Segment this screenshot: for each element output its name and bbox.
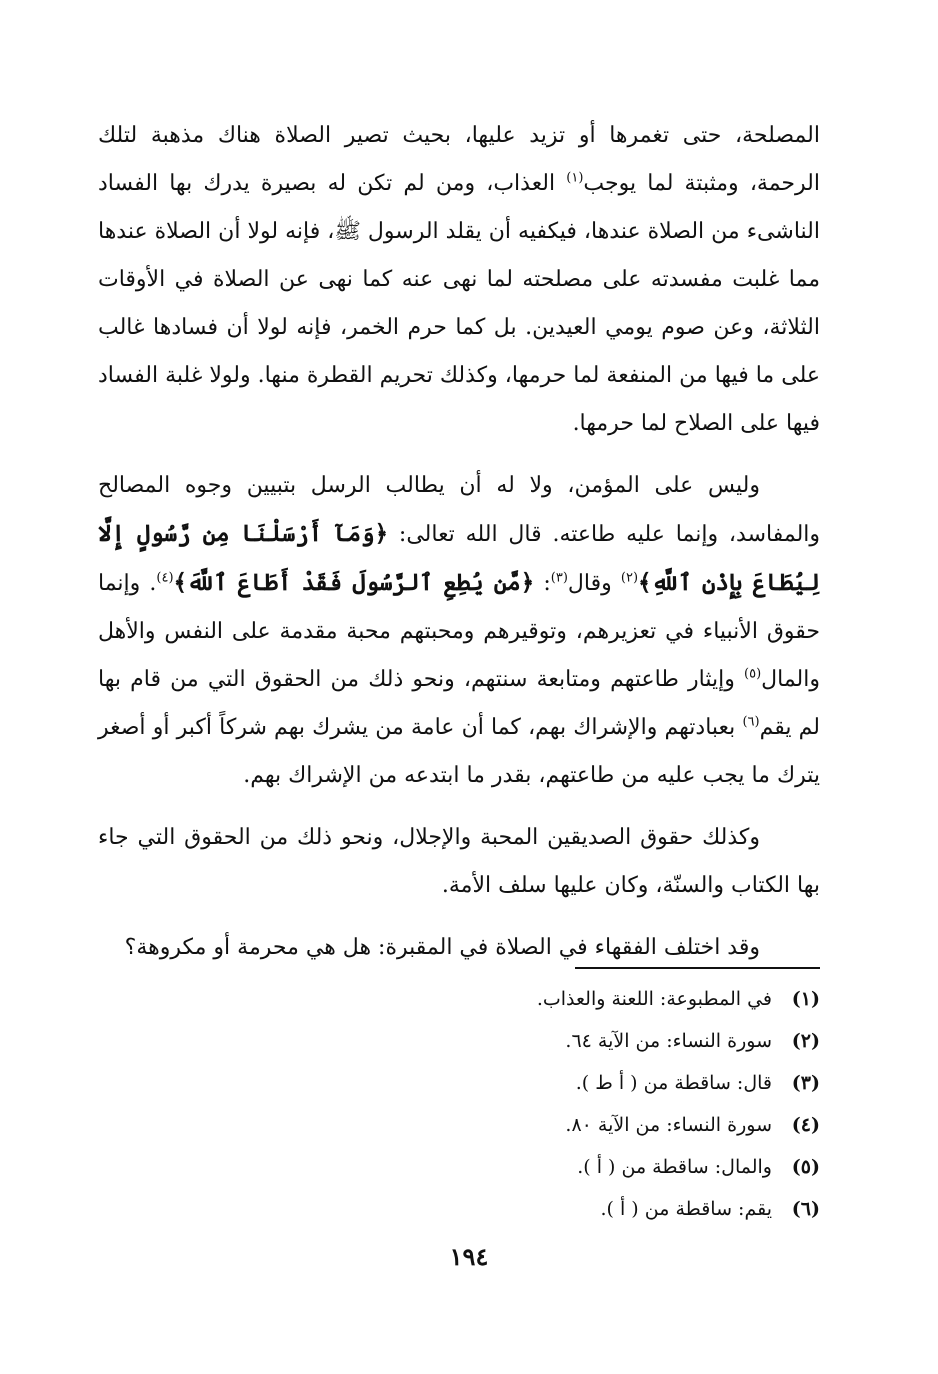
footnote-number: (٣) [791, 1072, 820, 1094]
paragraph-4: وقد اختلف الفقهاء في الصلاة في المقبرة: هل هي محرمة أو مكروهة؟ [124, 935, 760, 960]
text-run: . وإنما حقوق الأنبياء في تعزيرهم، وتوقيرهم ومحبتهم محبة مقدمة على النفس والأهل والمال [98, 571, 820, 692]
footnote-text: قال: ساقطة من ( أ ط ). [575, 1072, 772, 1094]
footnote-number: (١) [791, 988, 820, 1010]
footnote-ref-1: (١) [566, 170, 584, 186]
text-run: وقال [567, 571, 621, 596]
page-number: ١٩٤ [449, 1242, 489, 1271]
footnote-number: (٢) [791, 1030, 820, 1052]
footnote-ref-6: (٦) [742, 714, 760, 730]
footnote-2 [220, 1020, 820, 1062]
quran-verse-2: ﴿مَّن يُطِعِ ٱلرَّسُولَ فَقَدْ أَطَاعَ ٱللَّهَ﴾ [173, 569, 535, 596]
paragraph-3: وكذلك حقوق الصديقين المحبة والإجلال، ونحو ذلك من الحقوق التي جاء بها الكتاب والسنّة، وكان عليها سلف الأمة. [98, 825, 820, 898]
footnote-text: سورة النساء: من الآية ٦٤. [565, 1030, 772, 1052]
footnote-6 [220, 1188, 820, 1230]
footnote-text: يقم: ساقطة من ( أ ). [600, 1198, 772, 1220]
footnote-ref-5: (٥) [744, 666, 762, 682]
paragraph-1 [98, 112, 820, 448]
text-run: وليس على المؤمن، ولا له أن يطالب الرسل بتبيين وجوه المصالح والمفاسد، وإنما عليه طاعته. قال الله تعالى: [98, 473, 821, 547]
footnote-text: والمال: ساقطة من ( أ ). [577, 1156, 772, 1178]
footnote-5 [220, 1146, 820, 1188]
main-text [98, 112, 820, 972]
text-run: بعبادتهم والإشراك بهم، كما أن عامة من يشرك بهم شركاً أكبر أو أصغر يترك ما يجب عليه من طاعتهم، بقدر ما ابتدعه من الإشراك بهم. [98, 715, 820, 788]
footnote-ref-2: (٢) [620, 570, 639, 586]
footnote-text: في المطبوعة: اللعنة والعذاب. [536, 988, 772, 1010]
footnote-4 [220, 1104, 820, 1146]
footnote-number: (٥) [791, 1156, 820, 1178]
footnotes [220, 978, 820, 1230]
footnote-ref-3: (٣) [550, 570, 568, 586]
footnote-1 [220, 978, 820, 1020]
text-run: المصلحة، حتى تغمرها أو تزيد عليها، بحيث تصير الصلاة هناك مذهبة لتلك الرحمة، ومثبتة لما يوجب [98, 123, 820, 196]
footnote-number: (٦) [791, 1198, 820, 1220]
text-run: : [534, 571, 551, 596]
text-run: العذاب، ومن لم تكن له بصيرة يدرك بها الفساد الناشىء من الصلاة عندها، فيكفيه أن يقلد الرسول ﷺ، فإنه لولا أن الصلاة عندها مما غلبت مفسدته على مصلحته لما نهى عنه كما نهى عن الصلاة في الأوقات الثلاثة، وعن صوم يومي العيدين. بل كما حرم الخمر، فإنه لولا أن فسادها غالب على ما فيها من المنفعة لما حرمها، وكذلك تحريم القطرة منها. ولولا غلبة الفساد فيها على الصلاح لما حرمها. [98, 171, 820, 436]
text-run: وإيثار طاعتهم ومتابعة سنتهم، ونحو ذلك من الحقوق التي من قام بها لم يقم [98, 667, 820, 740]
paragraph-2 [98, 462, 820, 800]
footnote-text: سورة النساء: من الآية ٨٠. [565, 1114, 772, 1136]
footnote-ref-4: (٤) [156, 570, 174, 586]
footnote-number: (٤) [791, 1114, 820, 1136]
footnote-3 [220, 1062, 820, 1104]
footnote-separator [575, 967, 820, 969]
quran-verse-1: ﴿وَمَآ أَرْسَلْنَا مِن رَّسُولٍ إِلَّا لِيُطَاعَ بِإِذْنِ ٱللَّهِ﴾ [98, 520, 821, 596]
